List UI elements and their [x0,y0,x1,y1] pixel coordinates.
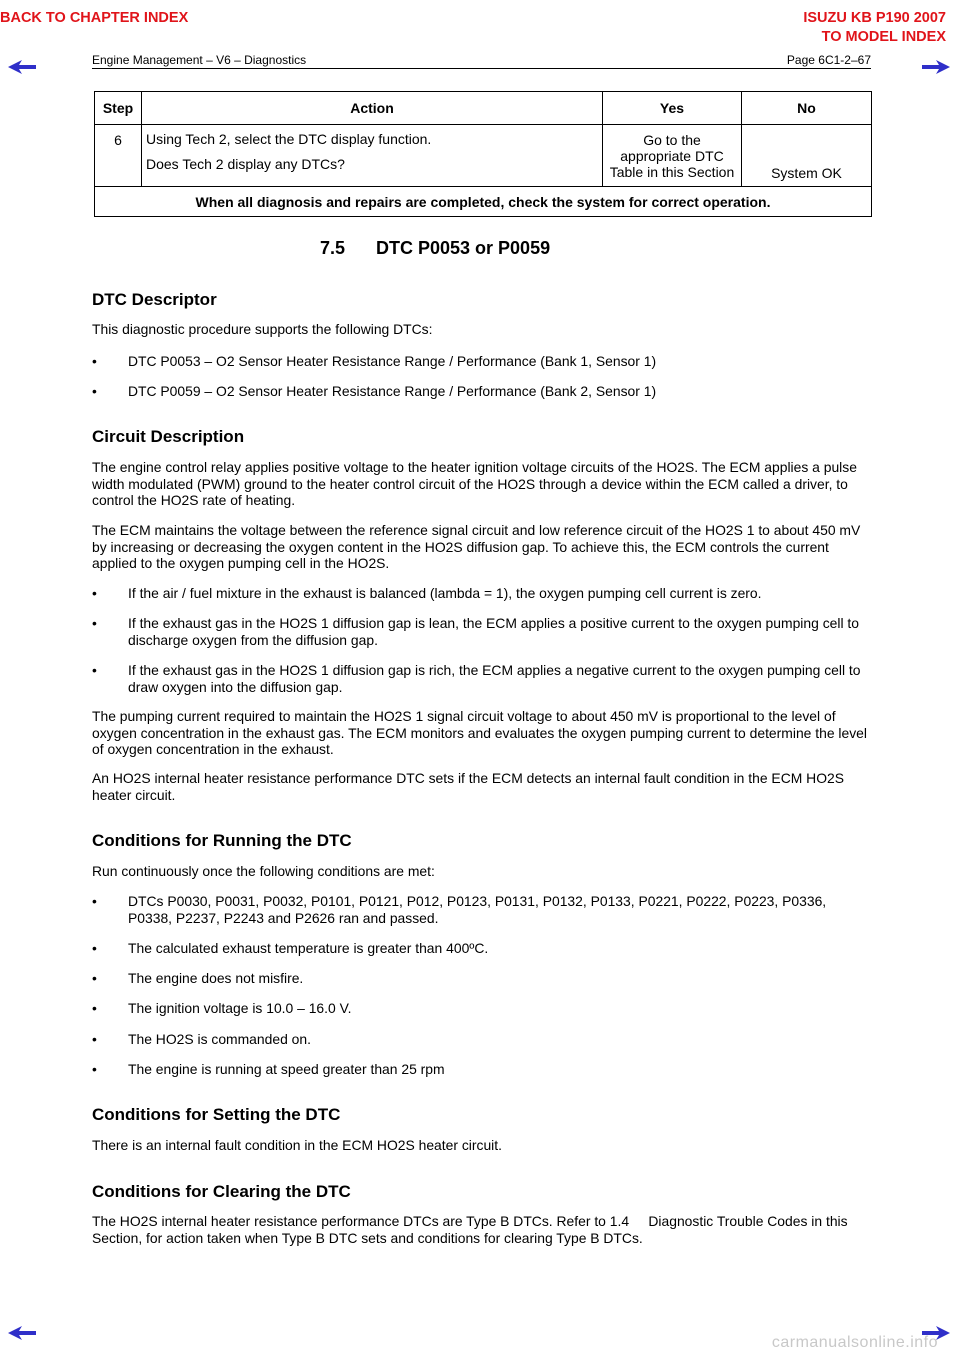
table-footer-row [95,187,872,217]
next-page-arrow-icon[interactable] [922,60,950,74]
yes-line-1: Go to the [643,132,701,148]
table-row [95,125,872,187]
list-item-text: The calculated exhaust temperature is greater than 400ºC. [128,940,489,956]
column-header-action: Action [142,92,603,125]
step-number: 6 [95,125,142,187]
setting-heading: Conditions for Setting the DTC [92,1105,341,1124]
list-item-text: The engine does not misfire. [128,970,304,986]
previous-page-arrow-icon[interactable] [8,60,36,74]
step-yes-result [603,125,742,187]
list-item-text: DTC P0053 – O2 Sensor Heater Resistance Range / Performance (Bank 1, Sensor 1) [128,353,657,369]
list-item-text: DTCs P0030, P0031, P0032, P0101, P0121, P012, P0123, P0131, P0132, P0133, P0221, P0222, P0223, P0336, P0338, P2237, P2243 and P2626 ran and passed. [128,893,827,926]
to-model-index-link[interactable]: TO MODEL INDEX [821,29,946,45]
list-item-text: If the air / fuel mixture in the exhaust is balanced (lambda = 1), the oxygen pumping cell current is zero. [128,585,762,601]
column-header-step: Step [95,92,142,125]
table-footer-note: When all diagnosis and repairs are completed, check the system for correct operation. [95,187,872,217]
running-intro: Run continuously once the following conditions are met: [92,863,435,879]
step-no-result: System OK [742,125,872,187]
list-item-text: The ignition voltage is 10.0 – 16.0 V. [128,1000,352,1016]
list-item-text: The HO2S is commanded on. [128,1031,311,1047]
page-number: Page 6C1-2–67 [786,53,871,67]
running-heading: Conditions for Running the DTC [92,831,352,850]
diagnostic-step-table [94,91,872,217]
list-item-text: If the exhaust gas in the HO2S 1 diffusion gap is lean, the ECM applies a positive current to the oxygen pumping cell to discharge oxygen from the diffusion gap. [128,615,859,648]
circuit-paragraph-3: The pumping current required to maintain the HO2S 1 signal circuit voltage to about 450 mV is proportional to the level of oxygen concentration in the exhaust gas. The ECM monitors and evaluates the oxygen pumping current to determine the level of oxygen concentration in the exhaust. [92,708,867,758]
circuit-paragraph-1: The engine control relay applies positive voltage to the heater ignition voltage circuits of the HO2S. The ECM applies a pulse width modulated (PWM) ground to the heater control circuit of the HO2S through a device within the ECM called a driver, to control the HO2S rate of heating. [92,459,857,509]
back-to-chapter-index-link[interactable]: BACK TO CHAPTER INDEX [0,10,189,26]
step-action-question: Does Tech 2 display any DTCs? [146,156,345,172]
column-header-no: No [742,92,872,125]
clearing-text: The HO2S internal heater resistance performance DTCs are Type B DTCs. Refer to 1.4 Diagnostic Trouble Codes in this Section, for action taken when Type B DTC sets and conditions for clearing Type B DTCs. [92,1213,852,1246]
document-title: Engine Management – V6 – Diagnostics [92,53,307,67]
header-rule [92,68,871,69]
circuit-paragraph-2: The ECM maintains the voltage between the reference signal circuit and low reference circuit of the HO2S 1 to about 450 mV by increasing or decreasing the oxygen content in the HO2S diffusion gap. To achieve this, the ECM controls the current applied to the oxygen pumping cell in the HO2S. [92,522,861,572]
watermark: carmanualsonline.info [771,1334,938,1351]
setting-text: There is an internal fault condition in the ECM HO2S heater circuit. [92,1137,502,1153]
descriptor-heading: DTC Descriptor [92,290,217,309]
list-item-text: DTC P0059 – O2 Sensor Heater Resistance Range / Performance (Bank 2, Sensor 1) [128,383,657,399]
yes-line-3: Table in this Section [609,164,735,180]
section-number: 7.5 [320,238,346,258]
section-title: DTC P0053 or P0059 [376,238,551,258]
step-action-instruction: Using Tech 2, select the DTC display function. [146,131,432,147]
descriptor-intro: This diagnostic procedure supports the following DTCs: [92,321,433,337]
list-item-text: The engine is running at speed greater than 25 rpm [128,1061,445,1077]
clearing-heading: Conditions for Clearing the DTC [92,1182,351,1201]
circuit-heading: Circuit Description [92,427,245,446]
table-header-row [95,92,872,125]
column-header-yes: Yes [603,92,742,125]
previous-page-arrow-bottom-icon[interactable] [8,1326,36,1340]
yes-line-2: appropriate DTC [620,148,724,164]
circuit-paragraph-4: An HO2S internal heater resistance performance DTC sets if the ECM detects an internal fault condition in the ECM HO2S heater circuit. [92,770,844,803]
list-item-text: If the exhaust gas in the HO2S 1 diffusion gap is rich, the ECM applies a negative current to the oxygen pumping cell to draw oxygen into the diffusion gap. [128,662,861,695]
model-title-link[interactable]: ISUZU KB P190 2007 [803,10,946,26]
step-action [142,125,603,187]
